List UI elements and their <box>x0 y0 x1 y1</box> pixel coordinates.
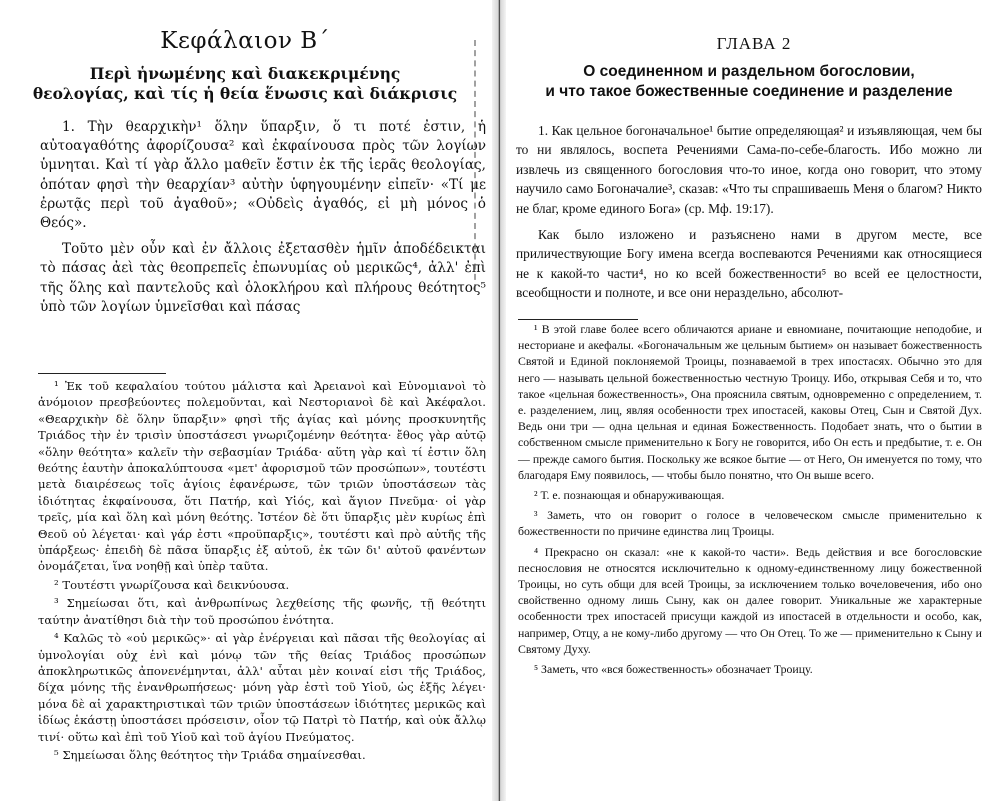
footnotes-russian <box>518 321 982 681</box>
chapter-subheading-russian <box>514 62 984 102</box>
footnote-5: ⁵ Заметь, что «вся божественность» обозначает Троицу. <box>534 662 813 677</box>
footnote-4: ⁴ Καλῶς τὸ «οὐ μερικῶς»· αἱ γὰρ ἐνέργειαι καὶ πᾶσαι τῆς θεολογίας αἱ ὑμνολογίαι οὐχ ἑνὶ καὶ μόνῳ τῶν τῆς θείας Τριάδος προσώπων ἀποκληρωτικῶς ἀπονενέμηνται, ἀλλ' αὗται μὲν κοιναί εἰσι τῆς Τριάδος, δίχα μόνης τῆς ἐνανθρωπήσεως· μόνη γὰρ ἐστὶ τοῦ Υἱοῦ, ὡς ἑξῆς λέγει· μόνα δὲ αἱ χαρακτηριστικαὶ τῶν τριῶν ὑποστάσεων ἰδιότητες μερικῶς καὶ ἰδίως ἑκάστῃ ὑποστάσει πρόσεισιν, οἷον τῷ Πατρὶ τὸ Πατήρ, καὶ οὐκ ἄλλῳ τινί· οὕτω καὶ ἐπὶ τοῦ Υἱοῦ καὶ τοῦ ἁγίου Πνεύματος. <box>38 631 486 744</box>
book-spine-gutter <box>492 0 506 801</box>
footnote-2: ² Τουτέστι γνωρίζουσα καὶ δεικνύουσα. <box>54 577 290 592</box>
body-text-russian <box>516 121 982 310</box>
footnote-1: ¹ Ἐκ τοῦ κεφαλαίου τούτου μάλιστα καὶ Ἀρειανοὶ καὶ Εὐνομιανοὶ τὸ ἀνόμοιον πρεσβεύοντες πολεμοῦνται, καὶ Νεστοριανοὶ δὲ καὶ Ἀκέφαλοι. «Θεαρχικὴν δὲ ὅλην ὕπαρξιν» φησὶ τῆς ἁγίας καὶ μόνης προσκυνητῆς Τριάδος τὴν ἐν τρισὶν ὑποστάσεσι γνωριζομένην θεότητα· ἔθος γὰρ αὐτῷ «ὅλην θεότητα» καλεῖν τὴν σεβασμίαν Τριάδα· αὕτη γὰρ καὶ τί ἐστιν ὅλη θεότης ἑαυτὴν ἀποκαλύπτουσα «μετ' ἀφορισμοῦ τῶν προσώπων», τουτέστι μετὰ διαιρέσεως τοῖς ἁγίοις ἐφανέρωσε, τῶν τριῶν ὑποστάσεων τὰς ἰδιότητας ἐκφαίνουσα, ὅτι Πατήρ, καὶ Υἱός, καὶ ἅγιον Πνεῦμα· οἱ γὰρ τρεῖς, μία καὶ ὅλη καὶ μόνη θεότης. Ἰστέον δὲ ὅτι ὕπαρξις μὲν κυρίως ἐπὶ Θεοῦ οὐ λέγεται· καὶ γάρ ἐστι «προϋπαρξις», τουτέστι καὶ πρὸ αὐτῆς τῆς ὑπάρξεως· ἐπειδὴ δὲ πᾶσα ὕπαρξις ἐξ αὐτοῦ, ἐκ τῶν δι' αὐτοῦ φανέντων ὀνομάζεται, ἵνα νοηθῇ καὶ ὑπὲρ ταῦτα. <box>38 379 486 574</box>
footnote-3: ³ Σημείωσαι ὅτι, καὶ ἀνθρωπίνως λεχθείσης τῆς φωνῆς, τῇ θεότητι ταύτην ἀνατίθησι διὰ τὴν τοῦ προσώπου ἑνότητα. <box>38 596 486 627</box>
footnote-3: ³ Заметь, что он говорит о голосе в человеческом смысле применительно к божественности по причине единства лиц Троицы. <box>518 508 982 539</box>
paragraph-1: 1. Τὴν θεαρχικὴν¹ ὅλην ὕπαρξιν, ὅ τι ποτέ ἐστιν, ἡ αὐτοαγαθότης ἀφορίζουσα² καὶ ἐκφαίνουσα πρὸς τῶν λογίων ὑμνηται. Καὶ τί γὰρ ἄλλο μαθεῖν ἔστιν ἐκ τῆς ἱερᾶς θεολογίας, ὁπόταν φησὶ τὴν θεαρχίαν³ αὐτὴν ὑφηγουμένην εἰπεῖν· «Τί με ἐρωτᾷς περὶ τοῦ ἀγαθοῦ»; «Οὐδεὶς ἀγαθός, εἰ μὴ μόνος ὁ Θεός». <box>40 119 486 232</box>
footnote-2: ² Т. е. познающая и обнаруживающая. <box>534 488 725 503</box>
footnote-divider <box>518 319 638 320</box>
paragraph-2: Как было изложено и разъяснено нами в другом месте, все приличествующие Богу имена всегда воспеваются Речениями как относящиеся не к какой-то части⁴, но ко всей божественности⁵ во всей ее целостности, всеобщности и полноте, и все они нераздельно, абсолют- <box>516 227 982 301</box>
chapter-heading-greek: Κεφάλαιον Β΄ <box>160 28 330 54</box>
subheading-line-2: θεολογίας, καὶ τίς ἡ θεία ἕνωσις καὶ διάκρισις <box>32 84 458 103</box>
footnote-4: ⁴ Прекрасно он сказал: «не к какой-то части». Ведь действия и все богословские песнословия не относятся исключительно к одному-единственному лицу божественной Троицы, но суть общи для всей Троицы, за исключением только вочеловечения, ибо оно свойственно одному лишь Сыну, как он далее говорит. Уникальные же характерные особенности трех ипостасей присущи каждой из ипостасей в отдельности и особо, как, например, Отцу, а не кому-либо другому — что Он Отец. То же — применительно к Сыну и Святому Духу. <box>518 544 982 656</box>
right-page-russian <box>508 0 1000 801</box>
subheading-line-1: О соединенном и раздельном богословии, <box>583 63 915 80</box>
paragraph-1: 1. Как цельное богоначальное¹ бытие определяющая² и изъявляющая, чем бы то ни являлось, воспета Речениями Сама-по-себе-благость. Ибо можно ли извлечь из священного богословия что-то иное, когда оно говорит, что этому научило само Богоначалие³, сказав: «Что ты спрашиваешь Меня о благом? Никто не благ, кроме единого Бога» (ср. Мф. 19:17). <box>516 123 982 216</box>
subheading-line-1: Περὶ ἡνωμένης καὶ διακεκριμένης <box>89 64 401 83</box>
chapter-heading-russian: ГЛАВА 2 <box>716 34 792 53</box>
chapter-subheading-greek <box>30 64 460 104</box>
body-text-greek <box>40 118 486 324</box>
paragraph-2: Τοῦτο μὲν οὖν καὶ ἐν ἄλλοις ἐξετασθὲν ἡμῖν ἀποδέδεικται τὸ πάσας ἀεὶ τὰς θεοπρεπεῖς ἐπωνυμίας οὐ μερικῶς⁴, ἀλλ' ἐπὶ τῆς ὅλης καὶ παντελοῦς καὶ ὁλοκλήρου καὶ πλήρους θεότητος⁵ ὑπὸ τῶν λογίων ὑμνεῖσθαι καὶ πάσας <box>40 241 486 315</box>
margin-mark <box>474 40 478 290</box>
footnotes-greek <box>38 378 486 765</box>
footnote-5: ⁵ Σημείωσαι ὅλης θεότητος τὴν Τριάδα σημαίνεσθαι. <box>54 747 366 762</box>
subheading-line-2: и что такое божественные соединение и разделение <box>545 83 953 100</box>
footnote-divider <box>38 373 166 374</box>
left-page-greek <box>0 0 490 801</box>
footnote-1: ¹ В этой главе более всего обличаются ариане и евномиане, почитающие неподобие, и несториане и акефалы. «Богоначальным же цельным бытием» он называет божественность Святой и Единой поклоняемой Троицы, познаваемой в трех ипостасях. Обычно это для него — называть цельной божественностью честную Троицу. Ибо, открывая Себя и то, что такое «цельная божественность», Она прояснила святым, одновременно с определением, т. е. разделением, лиц, являя особенности трех ипостасей, каковы Отец, Сын и Святой Дух. Ведь они три — одна цельная и единая Божественность. Подобает знать, что о бытии в собственном смысле применительно к Богу не говорится, ибо Он есть и предбытие, т. е. Он — прежде самого бытия. Поскольку же всякое бытие — от Него, Он именуется по тому, что благодаря Ему появилось, — чтобы было понятно, что Он выше всего. <box>518 322 982 482</box>
